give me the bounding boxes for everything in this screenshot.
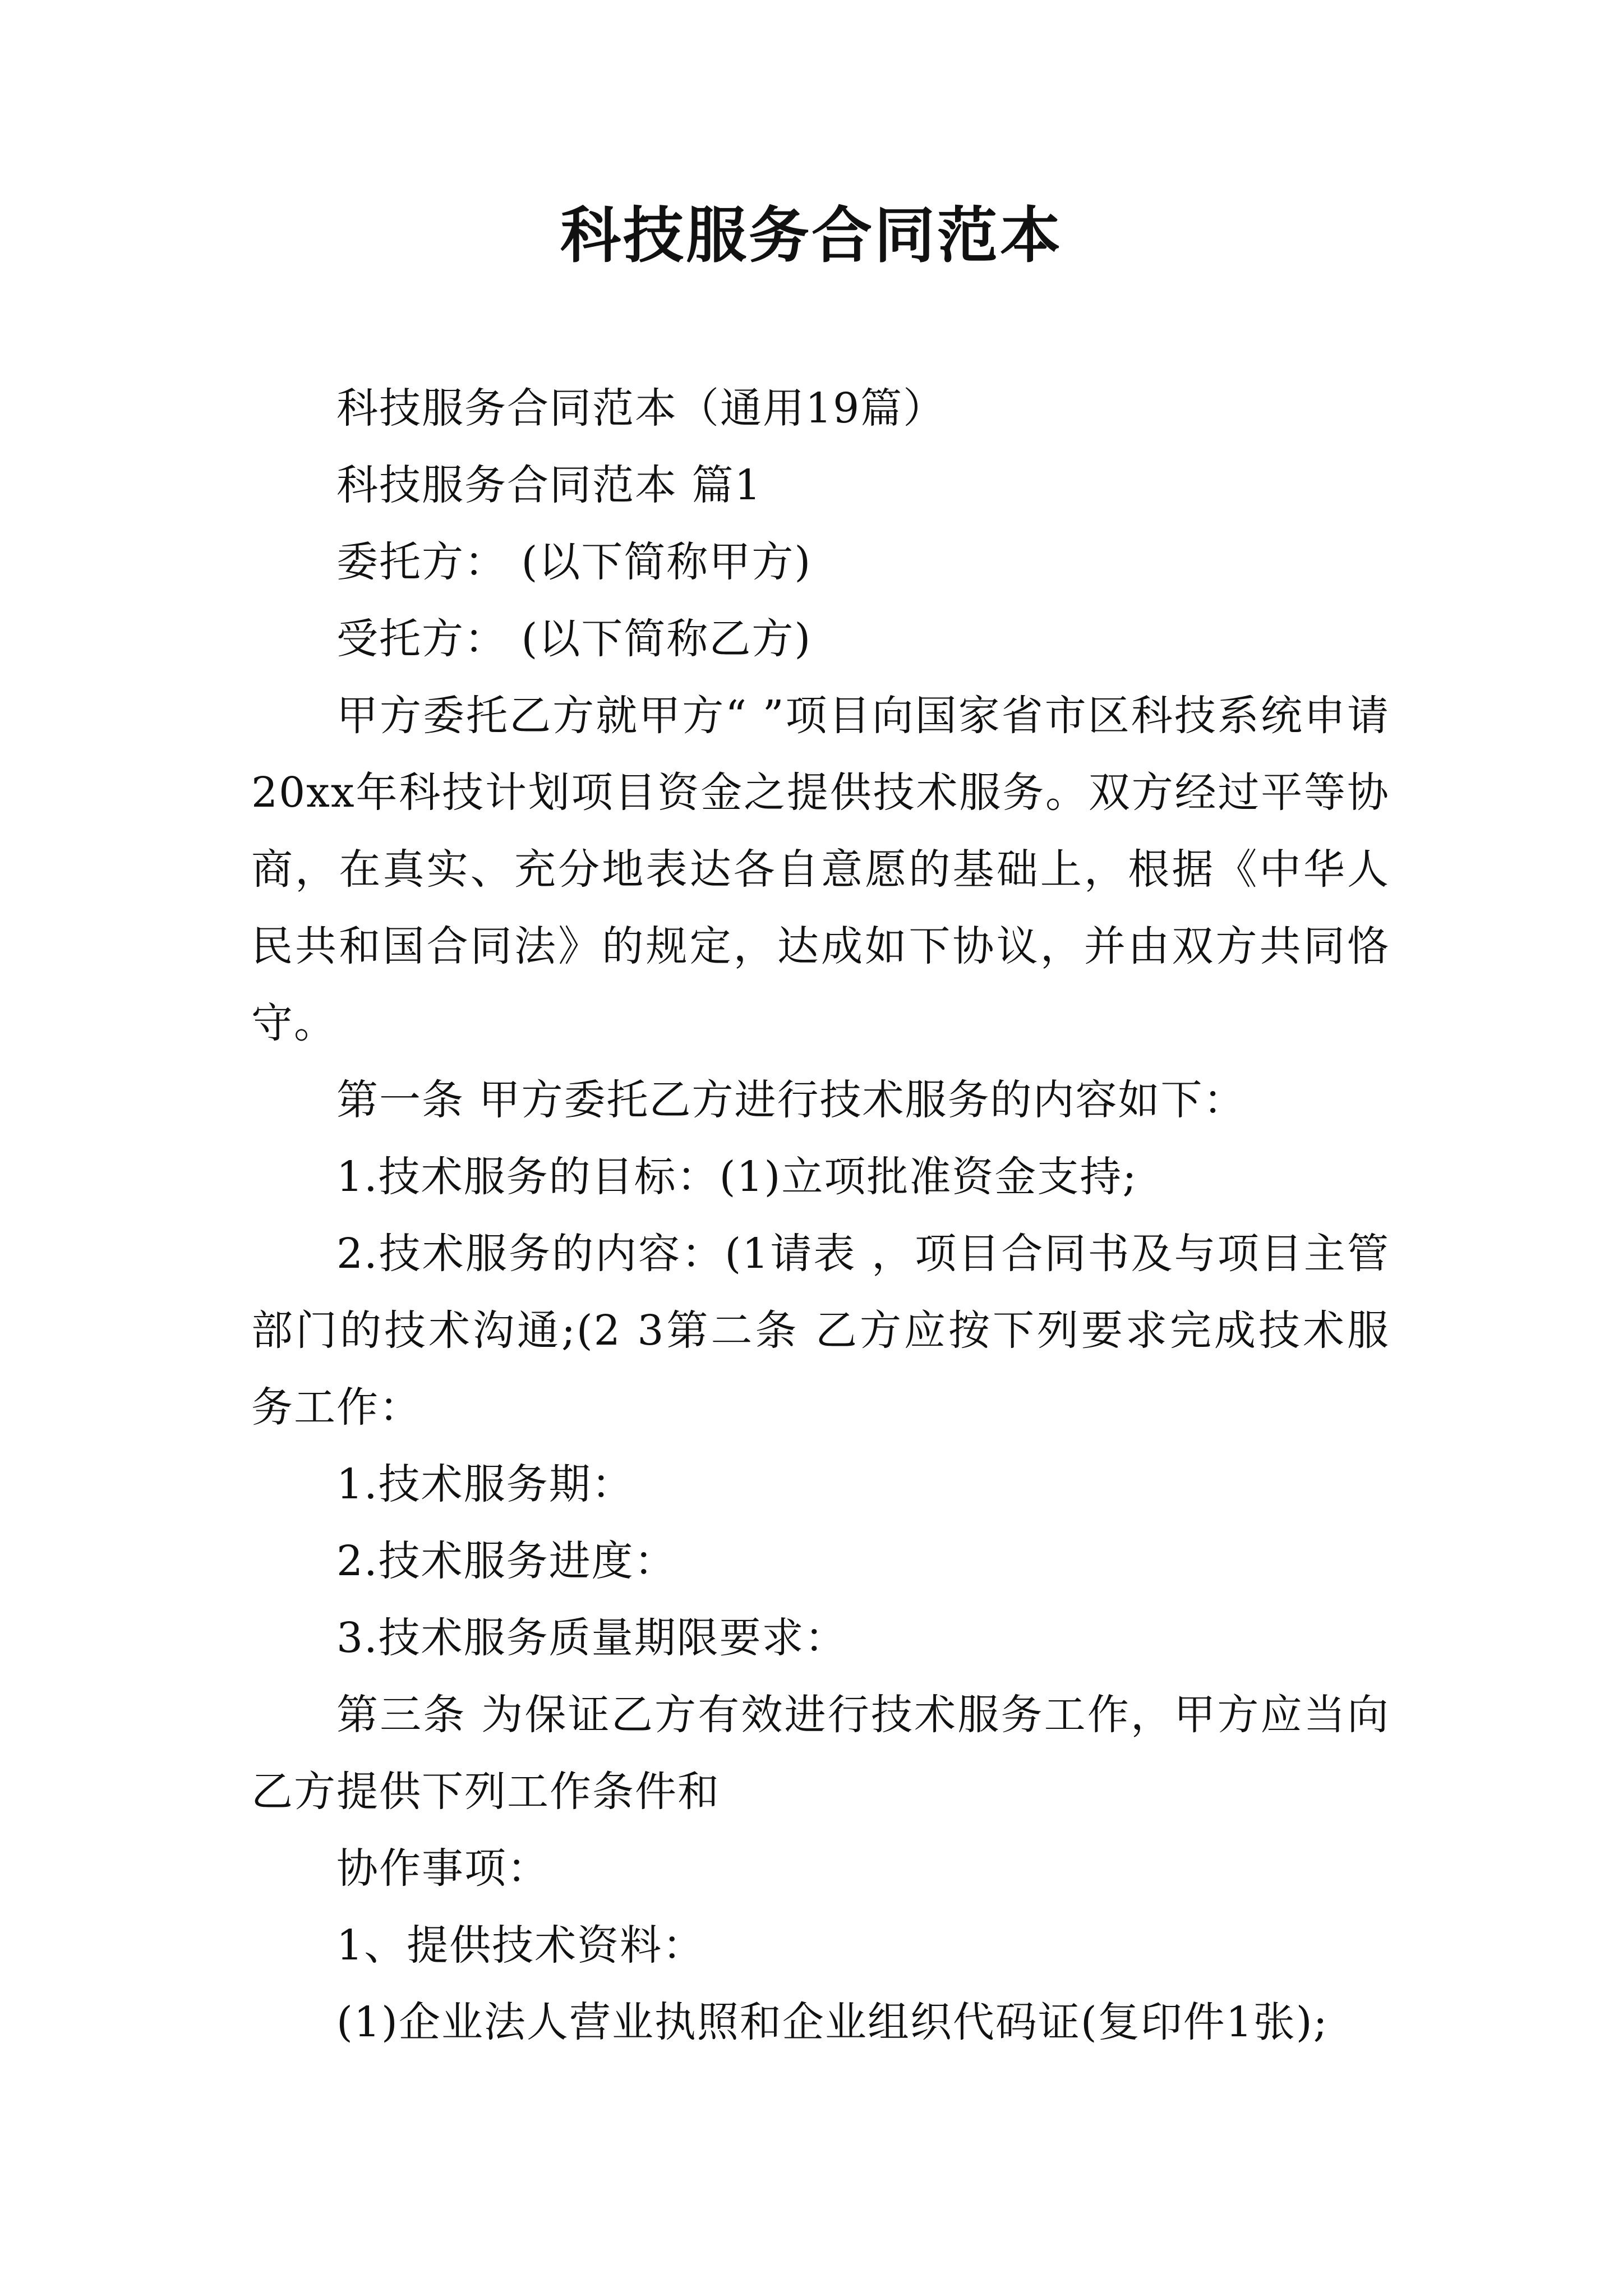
article-3-item-1: 1、提供技术资料： bbox=[336, 1921, 706, 1970]
article-1-item-2: 2.技术服务的内容：(1请表 ，项目合同书及与项目主管部门的技术沟通;(2 3第二条 乙方应按下列要求完成技术服务工作： bbox=[251, 1230, 1390, 1432]
section-heading: 科技服务合同范本 篇1 bbox=[336, 461, 762, 509]
article-2-item-2: 2.技术服务进度： bbox=[336, 1537, 677, 1585]
preamble-paragraph: 甲方委托乙方就甲方“ ”项目向国家省市区科技系统申请20xx年科技计划项目资金之提供技术服务。双方经过平等协商，在真实、充分地表达各自意愿的基础上，根据《中华人民共和国合同法》的规定，达成如下协议，并由双方共同恪守。 bbox=[251, 692, 1390, 1047]
article-3-subitem-1: (1)企业法人营业执照和企业组织代码证(复印件1张); bbox=[336, 1998, 1329, 2046]
article-1-heading: 第一条 甲方委托乙方进行技术服务的内容如下： bbox=[336, 1076, 1246, 1124]
article-3-heading: 第三条 为保证乙方有效进行技术服务工作，甲方应当向乙方提供下列工作条件和 bbox=[251, 1691, 1390, 1816]
document-title: 科技服务合同范本 bbox=[560, 200, 1063, 271]
subtitle-line: 科技服务合同范本（通用19篇） bbox=[336, 384, 946, 432]
article-2-item-3: 3.技术服务质量期限要求： bbox=[336, 1614, 847, 1662]
article-1-item-1: 1.技术服务的目标：(1)立项批准资金支持; bbox=[336, 1153, 1138, 1201]
contractor-party-line: 受托方： (以下简称乙方) bbox=[336, 615, 812, 663]
article-2-item-1: 1.技术服务期： bbox=[336, 1460, 634, 1508]
article-3-continuation: 协作事项： bbox=[336, 1844, 550, 1893]
client-party-line: 委托方： (以下简称甲方) bbox=[336, 538, 812, 586]
document-body bbox=[251, 370, 1390, 2061]
